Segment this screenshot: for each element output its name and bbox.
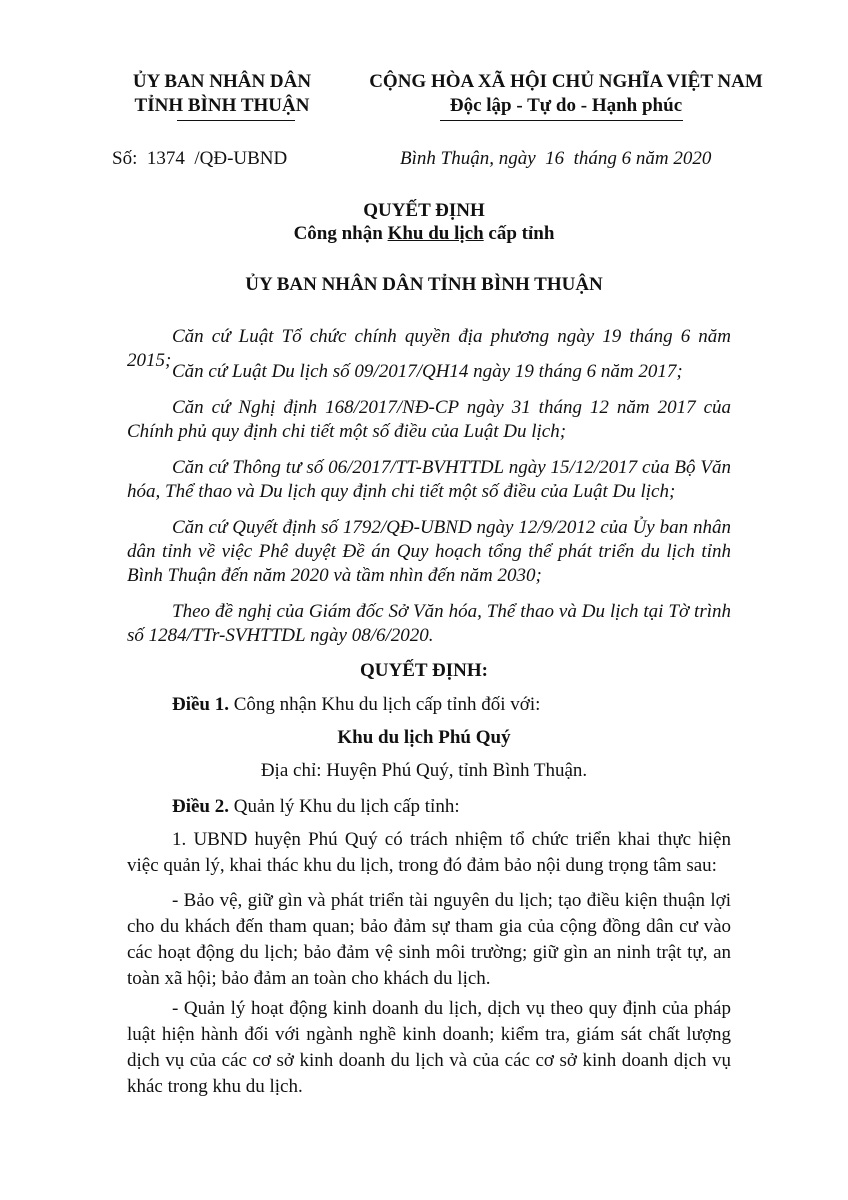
issuing-authority: [112, 70, 332, 118]
preamble-text: Theo đề nghị của Giám đốc Sở Văn hóa, Thể thao và Du lịch tại Tờ trình số 1284/TTr-SVHTTDL ngày 08/6/2020.: [127, 601, 731, 646]
motto-line: Độc lập - Tự do - Hạnh phúc: [449, 95, 683, 116]
article-2-bullet-2: [127, 996, 731, 1100]
article-2-body: Quản lý Khu du lịch cấp tỉnh:: [229, 796, 460, 817]
article-2: [127, 795, 731, 819]
preamble-2: [127, 360, 731, 384]
site-address: Địa chỉ: Huyện Phú Quý, tỉnh Bình Thuận.: [260, 760, 588, 781]
bullet-text: - Quản lý hoạt động kinh doanh du lịch, dịch vụ theo quy định của pháp luật hiện hành đối với ngành nghề kinh doanh; kiểm tra, giám sát chất lượng dịch vụ của các cơ sở kinh doanh du lịch và của các cơ sở kinh doanh dịch vụ khác trong khu du lịch.: [127, 998, 731, 1097]
article-1-body: Công nhận Khu du lịch cấp tỉnh đối với:: [229, 694, 541, 715]
preamble-text: Căn cứ Thông tư số 06/2017/TT-BVHTTDL ngày 15/12/2017 của Bộ Văn hóa, Thể thao và Du lịch quy định chi tiết một số điều của Luật Du lịch;: [127, 457, 731, 502]
authority-line-2: TỈNH BÌNH THUẬN: [134, 95, 310, 116]
issuer-heading: ỦY BAN NHÂN DÂN TỈNH BÌNH THUẬN: [245, 274, 603, 295]
preamble-3: [127, 396, 731, 444]
preamble-6: [127, 600, 731, 648]
decision-heading: QUYẾT ĐỊNH:: [360, 660, 488, 681]
article-2-label: Điều 2.: [172, 796, 229, 817]
subtitle-suffix: cấp tỉnh: [483, 223, 555, 244]
preamble-5: [127, 516, 731, 588]
national-motto: [356, 70, 776, 118]
nation-name: CỘNG HÒA XÃ HỘI CHỦ NGHĨA VIỆT NAM: [369, 71, 763, 92]
preamble-text: Căn cứ Luật Du lịch số 09/2017/QH14 ngày 19 tháng 6 năm 2017;: [172, 361, 683, 382]
preamble-4: [127, 456, 731, 504]
preamble-text: Căn cứ Luật Tổ chức chính quyền địa phương ngày 19 tháng 6 năm 2015;: [127, 326, 731, 371]
preamble-text: Căn cứ Nghị định 168/2017/NĐ-CP ngày 31 tháng 12 năm 2017 của Chính phủ quy định chi tiết một số điều của Luật Du lịch;: [127, 397, 731, 442]
article-2-item-1: [127, 827, 731, 879]
document-number: Số: 1374 /QĐ-UBND: [112, 148, 288, 169]
tourism-site-name: Khu du lịch Phú Quý: [337, 727, 511, 748]
authority-line-1: ỦY BAN NHÂN DÂN: [132, 71, 312, 92]
preamble-text: Căn cứ Quyết định số 1792/QĐ-UBND ngày 12/9/2012 của Ủy ban nhân dân tỉnh về việc Phê duyệt Đề án Quy hoạch tổng thể phát triển du lịch tỉnh Bình Thuận đến năm 2020 và tầm nhìn đến năm 2030;: [127, 517, 731, 586]
item-text: 1. UBND huyện Phú Quý có trách nhiệm tổ chức triển khai thực hiện việc quản lý, khai thác khu du lịch, trong đó đảm bảo nội dung trọng tâm sau:: [127, 829, 731, 876]
subtitle-underlined: Khu du lịch: [387, 223, 484, 244]
authority-underline: [177, 120, 295, 121]
bullet-text: - Bảo vệ, giữ gìn và phát triển tài nguyên du lịch; tạo điều kiện thuận lợi cho du khách đến tham quan; bảo đảm sự tham gia của cộng đồng dân cư vào các hoạt động du lịch; bảo đảm vệ sinh môi trường; giữ gìn an ninh trật tự, an toàn xã hội; bảo đảm an toàn cho khách du lịch.: [127, 890, 731, 989]
article-2-bullet-1: [127, 888, 731, 992]
article-1-label: Điều 1.: [172, 694, 229, 715]
article-1-text: [127, 693, 731, 717]
document-title: QUYẾT ĐỊNH: [363, 200, 485, 221]
article-2-text: [127, 795, 731, 819]
article-1: [127, 693, 731, 717]
document-subtitle: [0, 223, 848, 245]
subtitle-prefix: Công nhận: [293, 223, 388, 244]
issue-date: Bình Thuận, ngày 16 tháng 6 năm 2020: [400, 148, 712, 169]
motto-underline: [440, 120, 683, 121]
